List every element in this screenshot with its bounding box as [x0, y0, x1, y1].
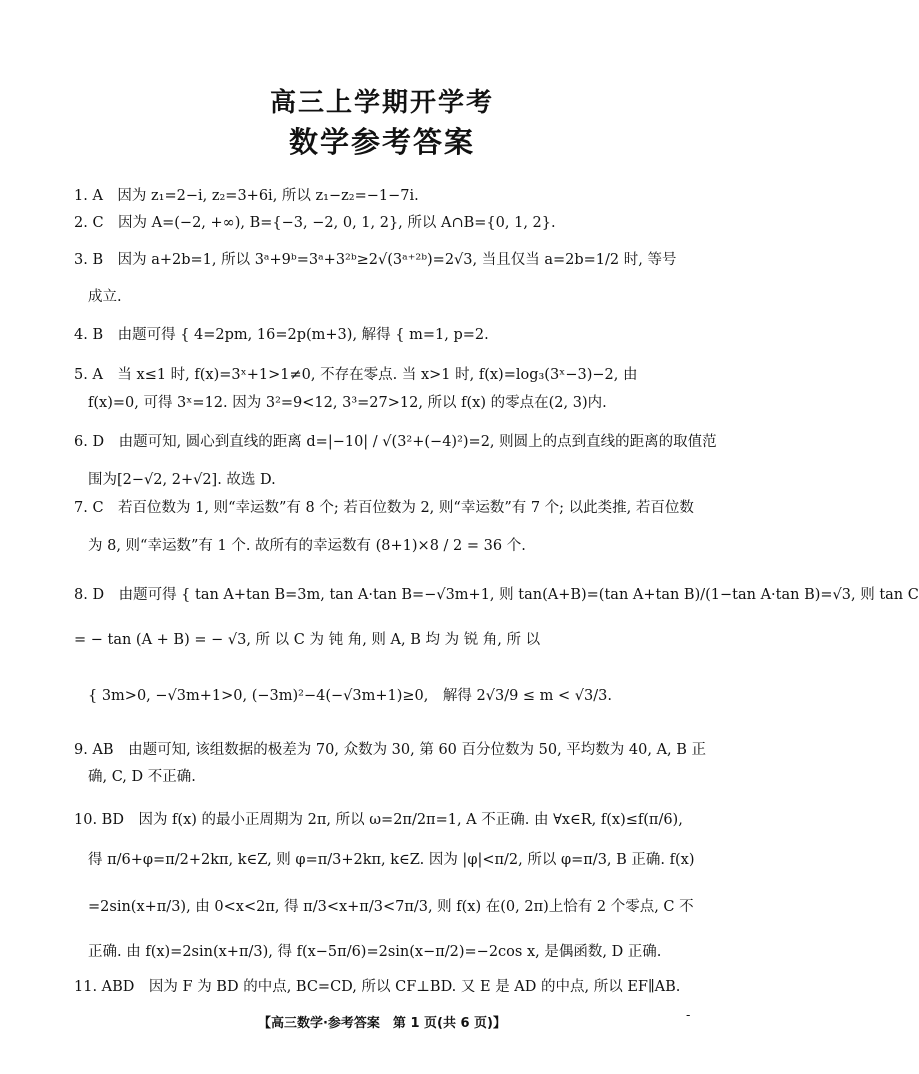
- answer-line-10: 10. BD 因为 f(x) 的最小正周期为 2π, 所以 ω=2π/2π=1, A 不正确. 由 ∀x∈R, f(x)≤f(π/6),: [74, 812, 683, 828]
- answer-line-2: 2. C 因为 A=(−2, +∞), B={−3, −2, 0, 1, 2}, 所以 A∩B={0, 1, 2}.: [74, 215, 556, 231]
- exam-title: 高三上学期开学考: [269, 88, 494, 118]
- answer-line-8-system: { 3m>0, −√3m+1>0, (−3m)²−4(−√3m+1)≥0, 解得 2√3/9 ≤ m < √3/3.: [88, 688, 612, 704]
- answer-line-10-cont-1: 得 π/6+φ=π/2+2kπ, k∈Z, 则 φ=π/3+2kπ, k∈Z. 因为 |φ|<π/2, 所以 φ=π/3, B 正确. f(x): [88, 852, 695, 868]
- answer-line-7: 7. C 若百位数为 1, 则“幸运数”有 8 个; 若百位数为 2, 则“幸运数”有 7 个; 以此类推, 若百位数: [74, 500, 694, 516]
- answer-title: 数学参考答案: [288, 125, 475, 159]
- page-footer: 【高三数学·参考答案 第 1 页(共 6 页)】: [257, 1016, 507, 1031]
- answer-line-3-cont: 成立.: [88, 289, 122, 305]
- answer-line-11: 11. ABD 因为 F 为 BD 的中点, BC=CD, 所以 CF⊥BD. 又 E 是 AD 的中点, 所以 EF∥AB.: [74, 979, 681, 995]
- answer-line-7-cont: 为 8, 则“幸运数”有 1 个. 故所有的幸运数有 (8+1)×8 / 2 = 36 个.: [88, 538, 526, 554]
- footer-mark: -: [686, 1008, 691, 1023]
- answer-line-4: 4. B 由题可得 { 4=2pm, 16=2p(m+3), 解得 { m=1, p=2.: [74, 327, 489, 343]
- answer-line-5-cont: f(x)=0, 可得 3ˣ=12. 因为 3²=9<12, 3³=27>12, 所以 f(x) 的零点在(2, 3)内.: [88, 395, 607, 411]
- answer-line-6: 6. D 由题可知, 圆心到直线的距离 d=|−10| / √(3²+(−4)²)=2, 则圆上的点到直线的距离的取值范: [74, 434, 717, 450]
- answer-line-3: 3. B 因为 a+2b=1, 所以 3ᵃ+9ᵇ=3ᵃ+3²ᵇ≥2√(3ᵃ⁺²ᵇ)=2√3, 当且仅当 a=2b=1/2 时, 等号: [74, 252, 677, 268]
- answer-line-9: 9. AB 由题可知, 该组数据的极差为 70, 众数为 30, 第 60 百分位数为 50, 平均数为 40, A, B 正: [74, 742, 707, 758]
- answer-line-8: 8. D 由题可得 { tan A+tan B=3m, tan A·tan B=−√3m+1, 则 tan(A+B)=(tan A+tan B)/(1−tan A·tan B)=√3, 则 tan C: [74, 587, 919, 603]
- answer-line-1: 1. A 因为 z₁=2−i, z₂=3+6i, 所以 z₁−z₂=−1−7i.: [74, 188, 419, 204]
- answer-line-9-cont: 确, C, D 不正确.: [88, 769, 196, 785]
- answer-line-8-cont: = − tan (A + B) = − √3, 所 以 C 为 钝 角, 则 A, B 均 为 锐 角, 所 以: [74, 632, 541, 648]
- answer-line-10-cont-2: =2sin(x+π/3), 由 0<x<2π, 得 π/3<x+π/3<7π/3, 则 f(x) 在(0, 2π)上恰有 2 个零点, C 不: [88, 899, 694, 915]
- answer-line-10-cont-3: 正确. 由 f(x)=2sin(x+π/3), 得 f(x−5π/6)=2sin(x−π/2)=−2cos x, 是偶函数, D 正确.: [88, 944, 662, 960]
- answer-line-5: 5. A 当 x≤1 时, f(x)=3ˣ+1>1≠0, 不存在零点. 当 x>1 时, f(x)=log₃(3ˣ−3)−2, 由: [74, 367, 638, 383]
- answer-line-6-cont: 围为[2−√2, 2+√2]. 故选 D.: [88, 472, 276, 488]
